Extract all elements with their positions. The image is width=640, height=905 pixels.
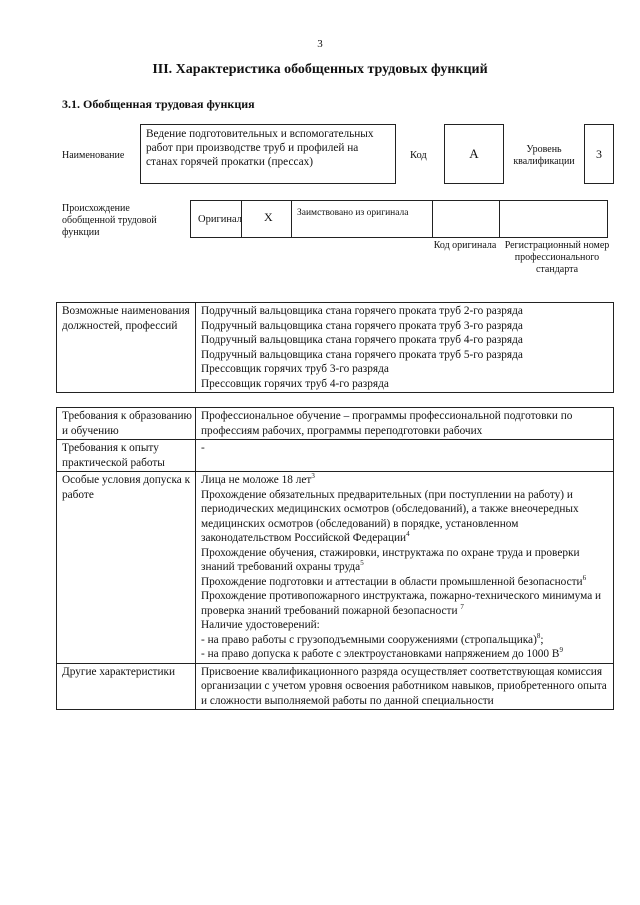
other-label: Другие характеристики [57, 663, 196, 710]
list-item: Подручный вальцовщика стана горячего проката труб 2-го разряда [201, 305, 523, 317]
subsection-title: 3.1. Обобщенная трудовая функция [62, 97, 255, 111]
list-item: Лица не моложе 18 лет$^3$ [201, 472, 315, 486]
origin-box [190, 200, 608, 238]
divider [291, 201, 292, 237]
original-label: Оригинал [198, 214, 242, 225]
footnote-ref: 9 [559, 646, 563, 655]
borrowed-label: Заимствовано из оригинала [297, 208, 409, 218]
footnote-ref: 4 [406, 530, 410, 539]
list-item: Подручный вальцовщика стана горячего проката труб 5-го разряда [201, 348, 523, 361]
divider [432, 201, 433, 237]
level-value: 3 [584, 124, 614, 184]
original-mark: Х [264, 210, 273, 224]
positions-table [56, 302, 614, 393]
name-label: Наименование [62, 150, 125, 161]
education-label: Требования к образованию и обучению [57, 408, 196, 440]
list-item: Подручный вальцовщика стана горячего проката труб 4-го разряда [201, 334, 523, 346]
table-row [57, 472, 614, 664]
reg-number-label: Регистрационный номер профессионального стандарта [504, 240, 610, 275]
section-title: III. Характеристика обобщенных трудовых функций [152, 62, 488, 77]
education-value: Профессиональное обучение – программы профессиональной подготовки по профессиям рабочих, программы переподготовки рабочих [196, 408, 614, 440]
list-item: Прессовщик горячих труб 4-го разряда [201, 377, 389, 390]
code-value: А [444, 124, 504, 184]
code-original-label: Код оригинала [433, 240, 497, 251]
table-row [57, 440, 614, 472]
positions-label: Возможные наименования должностей, профессий [57, 303, 196, 393]
page-number: 3 [317, 38, 323, 50]
list-item: - на право допуска к работе с электроустановками напряжением до 1000 $В^9$ [201, 646, 563, 660]
list-item: Прохождение обучения, стажировки, инструктажа по охране труда и проверки знаний требований охраны труда$^5$ [201, 546, 580, 573]
experience-value: - [196, 440, 614, 472]
footnote-ref: 5 [360, 559, 364, 568]
conditions-label: Особые условия допуска к работе [57, 472, 196, 664]
code-label: Код [410, 150, 427, 161]
divider [499, 201, 500, 237]
positions-list [196, 303, 614, 393]
footnote-ref: 8 [536, 631, 541, 640]
list-item: Прессовщик горячих труб 3-го разряда [201, 363, 389, 375]
list-item: Наличие удостоверений: [201, 619, 320, 631]
list-item: Прохождение противопожарного инструктажа, пожарно-технического минимума и проверка знаний требований пожарной безопасности $^7$ [201, 590, 602, 617]
footnote-ref: 3 [311, 472, 315, 481]
conditions-list [196, 472, 614, 664]
list-item: Подручный вальцовщика стана горячего проката труб 3-го разряда [201, 319, 523, 332]
table-row [57, 303, 614, 393]
table-row [57, 408, 614, 440]
experience-label: Требования к опыту практической работы [57, 440, 196, 472]
list-item: Прохождение обязательных предварительных (при поступлении на работу) и периодических медицинских осмотров (обследований), а также внеочередных медицинских осмотров (обследований) в порядке, установленном законодательством Российской Федерации$^4$ [201, 488, 579, 544]
footnote-ref: 6 [582, 573, 587, 582]
name-value: Ведение подготовительных и вспомогательных работ при производстве труб и профилей на станах горячей прокатки (прессах) [140, 124, 396, 184]
list-item: Прохождение подготовки и аттестации в области промышленной безопасности$^6$ [201, 573, 587, 588]
table-row [57, 663, 614, 710]
list-item: - на право работы с грузоподъемными сооружениями (стропальщика)$^8$; [201, 631, 544, 646]
other-value: Присвоение квалификационного разряда осуществляет соответствующая комиссия организации с учетом уровня освоения работником навыков, приобретенного опыта и сложности выполняемой работы по данной специальности [196, 663, 614, 710]
level-label: Уровень квалификации [513, 144, 575, 167]
footnote-ref: 7 [460, 602, 464, 611]
requirements-table [56, 407, 614, 710]
origin-label: Происхождение обобщенной трудовой функции [62, 203, 157, 238]
